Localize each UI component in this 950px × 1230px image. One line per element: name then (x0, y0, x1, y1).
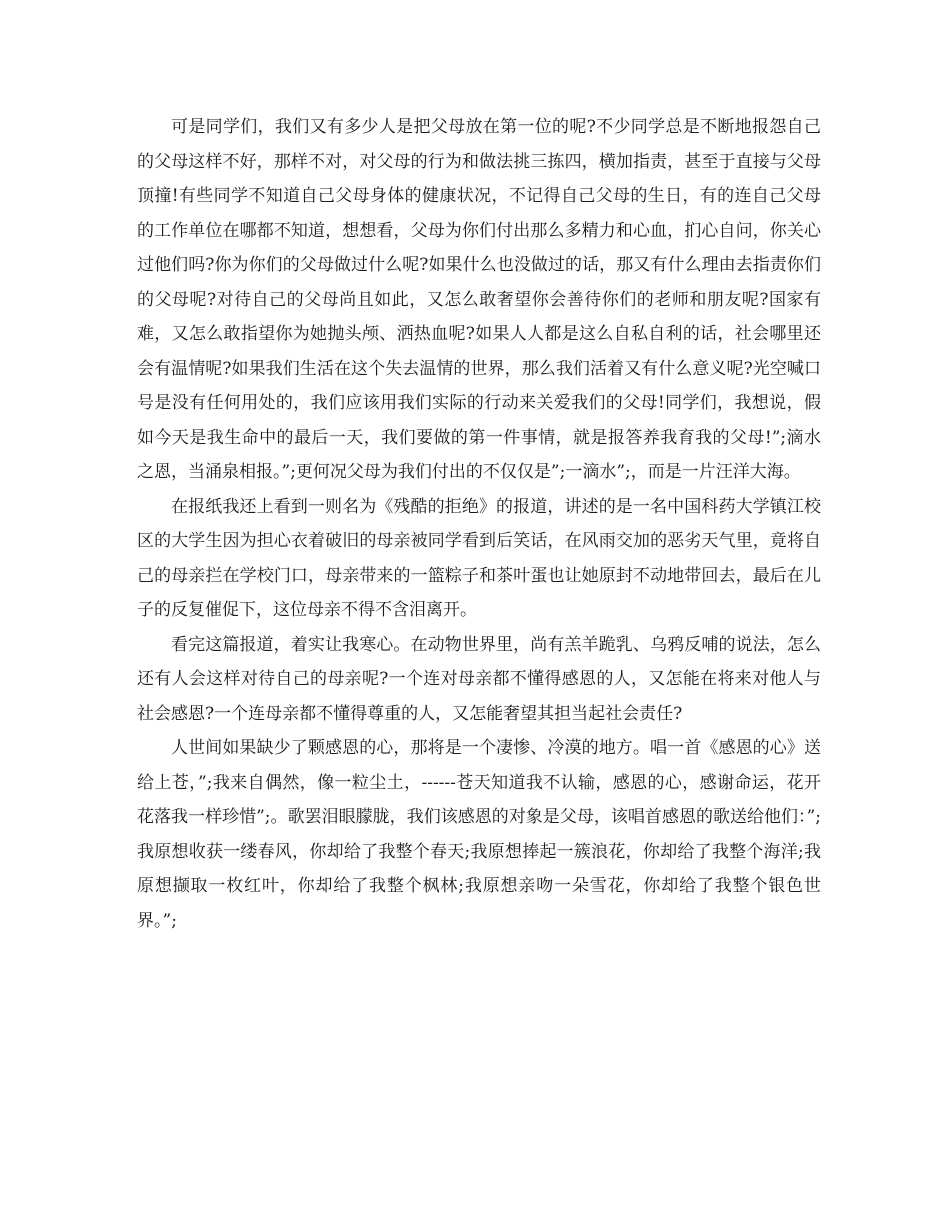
paragraph-3: 看完这篇报道，着实让我寒心。在动物世界里，尚有羔羊跪乳、乌鸦反哺的说法，怎么还有人会这样对待自己的母亲呢?一个连对母亲都不懂得感恩的人，又怎能在将来对他人与社会感恩?一个连母亲都不懂得尊重的人，又怎能奢望其担当起社会责任? (137, 634, 821, 724)
document-body (137, 110, 821, 938)
paragraph-4: 人世间如果缺少了颗感恩的心，那将是一个凄惨、冷漠的地方。唱一首《感恩的心》送给上苍，”;我来自偶然，像一粒尘土，------苍天知道我不认输，感恩的心，感谢命运，花开花落我一样珍惜”;。歌罢泪眼朦胧，我们该感恩的对象是父母，该唱首感恩的歌送给他们：”;我原想收获一缕春风，你却给了我整个春天;我原想捧起一簇浪花，你却给了我整个海洋;我原想撷取一枚红叶，你却给了我整个枫林;我原想亲吻一朵雪花，你却给了我整个银色世界。”; (137, 738, 821, 931)
paragraph-2: 在报纸我还上看到一则名为《残酷的拒绝》的报道，讲述的是一名中国科药大学镇江校区的大学生因为担心衣着破旧的母亲被同学看到后笑话，在风雨交加的恶劣天气里，竟将自己的母亲拦在学校门口，母亲带来的一篮粽子和茶叶蛋也让她原封不动地带回去，最后在儿子的反复催促下，这位母亲不得不含泪离开。 (137, 496, 821, 620)
paragraph-1: 可是同学们，我们又有多少人是把父母放在第一位的呢?不少同学总是不断地报怨自己的父母这样不好，那样不对，对父母的行为和做法挑三拣四，横加指责，甚至于直接与父母顶撞!有些同学不知道自己父母身体的健康状况，不记得自己父母的生日，有的连自己父母的工作单位在哪都不知道，想想看，父母为你们付出那么多精力和心血，扪心自问，你关心过他们吗?你为你们的父母做过什么呢?如果什么也没做过的话，那又有什么理由去指责你们的父母呢?对待自己的父母尚且如此，又怎么敢奢望你会善待你们的老师和朋友呢?国家有难，又怎么敢指望你为她抛头颅、洒热血呢?如果人人都是这么自私自利的话，社会哪里还会有温情呢?如果我们生活在这个失去温情的世界，那么我们活着又有什么意义呢?光空喊口号是没有任何用处的，我们应该用我们实际的行动来关爱我们的父母!同学们，我想说，假如今天是我生命中的最后一天，我们要做的第一件事情，就是报答养我育我的父母!”;滴水之恩，当涌泉相报。”;更何况父母为我们付出的不仅仅是”;一滴水”;，而是一片汪洋大海。 (137, 117, 821, 482)
